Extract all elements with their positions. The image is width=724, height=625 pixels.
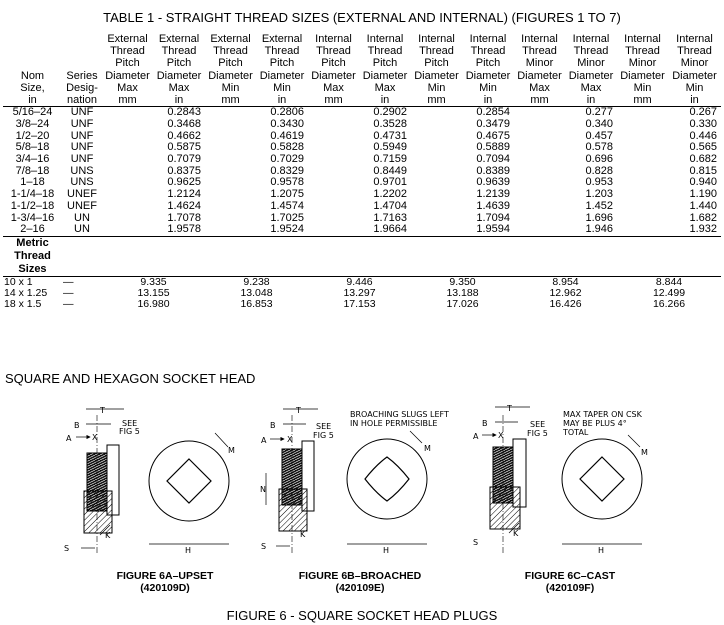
- empty-cell: [102, 119, 153, 131]
- figure-6c-side-view: [482, 407, 530, 555]
- figure-6a-label-k: K: [105, 531, 111, 540]
- value-cell: 0.7094: [476, 153, 510, 166]
- header-col-5: External Thread Pitch Diameter Min mm: [205, 33, 256, 107]
- figure-6b-label-k: K: [300, 530, 306, 539]
- figure-6a-label-fig: FIG 5: [119, 427, 140, 436]
- figure-6b-note-line-2: IN HOLE PERMISSIBLE: [350, 419, 438, 428]
- empty-cell: [617, 131, 668, 143]
- value-cell: 0.8329: [270, 164, 304, 177]
- empty-cell: [617, 189, 668, 201]
- metric-value-cell: 12.499: [652, 286, 686, 299]
- figure-6b-label-a: A: [261, 436, 267, 445]
- value-cell: 0.2806: [270, 106, 304, 119]
- value-cell: 0.2843: [167, 106, 201, 119]
- series-cell: UNS: [70, 176, 94, 189]
- series-cell: UNEF: [67, 188, 97, 201]
- value-cell: 0.7159: [373, 153, 407, 166]
- empty-cell: [617, 201, 668, 213]
- empty-cell: [411, 154, 462, 166]
- value-cell: 0.940: [689, 176, 717, 189]
- metric-value-cell: 13.155: [137, 286, 170, 299]
- value-cell: 0.7079: [167, 153, 201, 166]
- empty-cell: [617, 213, 668, 225]
- empty-cell: [205, 154, 256, 166]
- figure-6b-label-s: S: [261, 542, 267, 551]
- table-row: [3, 131, 721, 143]
- empty-cell: [205, 224, 256, 236]
- value-cell: 0.3430: [270, 117, 304, 130]
- empty-cell: [411, 131, 462, 143]
- metric-value-cell: 16.980: [137, 297, 170, 310]
- empty-cell: [411, 107, 462, 119]
- value-cell: 0.696: [585, 153, 613, 166]
- figure-caption: FIGURE 6 - SQUARE SOCKET HEAD PLUGS: [226, 608, 498, 623]
- empty-cell: [308, 154, 359, 166]
- table-title: TABLE 1 - STRAIGHT THREAD SIZES (EXTERNAL AND INTERNAL) (FIGURES 1 TO 7): [103, 10, 621, 25]
- figure-6b-label-m: M: [424, 444, 431, 453]
- figure-6c-drawing: [473, 404, 648, 555]
- nom-size-cell: 1-3/4–16: [10, 211, 55, 224]
- metric-size-cell: 18 x 1.5: [4, 297, 42, 310]
- empty-cell: [514, 166, 565, 178]
- header-col-11: Internal Thread Minor Diameter Max mm: [514, 33, 565, 107]
- figure-6a-side-view: [76, 409, 124, 555]
- empty-cell: [514, 201, 565, 213]
- value-cell: 0.3528: [373, 117, 407, 130]
- empty-cell: [205, 201, 256, 213]
- nom-size-cell: 5/8–18: [15, 141, 50, 154]
- table-row: [3, 213, 721, 225]
- table-row: [3, 154, 721, 166]
- empty-cell: [617, 177, 668, 189]
- empty-cell: [205, 213, 256, 225]
- empty-cell: [205, 166, 256, 178]
- empty-cell: [617, 107, 668, 119]
- empty-cell: [617, 142, 668, 154]
- figure-6b-label-h: H: [383, 546, 390, 555]
- series-cell: UNF: [70, 129, 94, 142]
- empty-cell: [308, 107, 359, 119]
- figure-6a-caption: [90, 570, 240, 594]
- empty-cell: [102, 142, 153, 154]
- value-cell: 1.682: [689, 211, 717, 224]
- value-cell: 0.3479: [476, 117, 510, 130]
- figure-6b-label-n: N: [260, 485, 266, 494]
- value-cell: 0.2902: [373, 106, 407, 119]
- figure-6c-label-k: K: [513, 529, 519, 538]
- figure-6b-label-fig: FIG 5: [313, 431, 334, 440]
- metric-value-cell: 16.853: [240, 297, 273, 310]
- value-cell: 1.4574: [270, 199, 304, 212]
- figure-6a-label-s: S: [64, 544, 70, 553]
- figure-6b-caption: [280, 570, 440, 594]
- empty-cell: [308, 201, 359, 213]
- metric-value-cell: 13.048: [240, 286, 273, 299]
- empty-cell: [205, 177, 256, 189]
- value-cell: 1.9594: [476, 223, 510, 236]
- header-col-2: Series Desig- nation: [62, 33, 102, 107]
- metric-table-row: [3, 299, 721, 310]
- figure-6c-note-line-2: MAY BE PLUS 4°: [563, 419, 627, 428]
- value-cell: 0.267: [689, 106, 717, 119]
- empty-cell: [308, 189, 359, 201]
- figure-6b-note-line-1: BROACHING SLUGS LEFT: [350, 410, 449, 419]
- value-cell: 1.9524: [270, 223, 304, 236]
- empty-cell: [102, 177, 153, 189]
- figure-6a-label-m: M: [228, 446, 235, 455]
- empty-cell: [102, 201, 153, 213]
- empty-cell: [411, 201, 462, 213]
- empty-cell: [514, 142, 565, 154]
- header-col-14: Internal Thread Minor Diameter Min in: [668, 33, 721, 107]
- nom-size-cell: 7/8–18: [15, 164, 50, 177]
- table-header-row: [3, 33, 721, 107]
- metric-value-cell: 13.297: [343, 286, 376, 299]
- value-cell: 1.4639: [476, 199, 510, 212]
- metric-value-cell: 17.153: [343, 297, 376, 310]
- figure-6b-label-b: B: [270, 421, 276, 430]
- empty-cell: [617, 119, 668, 131]
- value-cell: 1.190: [689, 188, 717, 201]
- empty-cell: [617, 224, 668, 236]
- empty-cell: [514, 177, 565, 189]
- value-cell: 0.3468: [167, 117, 201, 130]
- value-cell: 1.2139: [476, 188, 510, 201]
- value-cell: 0.5828: [270, 141, 304, 154]
- value-cell: 0.4731: [373, 129, 407, 142]
- empty-cell: [308, 224, 359, 236]
- empty-cell: [411, 224, 462, 236]
- series-cell: UNS: [70, 164, 94, 177]
- header-col-4: External Thread Pitch Diameter Max in: [153, 33, 205, 107]
- empty-cell: [514, 107, 565, 119]
- figure-6b-side-view: [266, 409, 318, 555]
- empty-cell: [205, 119, 256, 131]
- header-col-3: External Thread Pitch Diameter Max mm: [102, 33, 153, 107]
- figure-6a-label-a: A: [66, 434, 72, 443]
- value-cell: 1.7078: [167, 211, 201, 224]
- nom-size-cell: 1-1/4–18: [10, 188, 55, 201]
- value-cell: 0.2854: [476, 106, 510, 119]
- figure-6b-end-view: [347, 431, 427, 544]
- figure-6c-title: FIGURE 6C–CAST: [524, 570, 616, 582]
- value-cell: 1.2124: [167, 188, 201, 201]
- empty-cell: [205, 107, 256, 119]
- value-cell: 0.9625: [167, 176, 201, 189]
- figure-6c-note-line-3: TOTAL: [563, 428, 589, 437]
- empty-cell: [411, 119, 462, 131]
- value-cell: 0.340: [585, 117, 613, 130]
- figure-6a-label-t: T: [100, 406, 105, 415]
- figure-6b-drawing: [260, 406, 449, 555]
- empty-cell: [102, 166, 153, 178]
- metric-label-row: [3, 236, 721, 276]
- value-cell: 1.946: [585, 223, 613, 236]
- value-cell: 1.9664: [373, 223, 407, 236]
- table-row: [3, 177, 721, 189]
- value-cell: 0.8375: [167, 164, 201, 177]
- empty-cell: [205, 142, 256, 154]
- figure-6a-label-b: B: [74, 421, 80, 430]
- figure-6c-label-s: S: [473, 538, 479, 547]
- value-cell: 0.5875: [167, 141, 201, 154]
- value-cell: 0.565: [689, 141, 717, 154]
- section-heading: SQUARE AND HEXAGON SOCKET HEAD: [5, 371, 256, 386]
- value-cell: 1.4704: [373, 199, 407, 212]
- value-cell: 0.4619: [270, 129, 304, 142]
- value-cell: 0.9701: [373, 176, 407, 189]
- metric-value-cell: 8.844: [617, 276, 721, 288]
- value-cell: 0.7029: [270, 153, 304, 166]
- value-cell: 0.8389: [476, 164, 510, 177]
- series-cell: UN: [74, 211, 90, 224]
- header-col-9: Internal Thread Pitch Diameter Min mm: [411, 33, 462, 107]
- empty-cell: [102, 154, 153, 166]
- empty-cell: [102, 189, 153, 201]
- value-cell: 0.4675: [476, 129, 510, 142]
- empty-cell: [617, 154, 668, 166]
- empty-cell: [102, 224, 153, 236]
- empty-cell: [308, 119, 359, 131]
- figure-6a-title: FIGURE 6A–UPSET: [116, 570, 214, 582]
- metric-dash-cell: —: [62, 276, 102, 288]
- figure-6a-label-see: SEE: [122, 419, 138, 428]
- metric-label: Metric Thread Sizes: [3, 236, 62, 276]
- value-cell: 0.9639: [476, 176, 510, 189]
- figure-6c-label-fig: FIG 5: [527, 429, 548, 438]
- series-cell: UN: [74, 223, 90, 236]
- nom-size-cell: 3/8–24: [15, 117, 50, 130]
- value-cell: 1.9578: [167, 223, 201, 236]
- empty-cell: [102, 213, 153, 225]
- table-row: [3, 166, 721, 178]
- empty-cell: [102, 131, 153, 143]
- empty-cell: [308, 177, 359, 189]
- value-cell: 0.457: [585, 129, 613, 142]
- empty-cell: [514, 189, 565, 201]
- metric-value-cell: 9.335: [102, 276, 205, 288]
- figure-6c-note-line-1: MAX TAPER ON CSK: [563, 410, 642, 419]
- inch-rows: [3, 107, 721, 237]
- empty-cell: [514, 224, 565, 236]
- metric-dash-cell: —: [63, 297, 74, 310]
- figure-6c-caption: [495, 570, 645, 594]
- value-cell: 0.5949: [373, 141, 407, 154]
- figure-6b-label-x: X: [287, 435, 293, 444]
- metric-value-cell: 12.962: [549, 286, 582, 299]
- value-cell: 1.440: [689, 199, 717, 212]
- metric-size-cell: 14 x 1.25: [4, 286, 48, 299]
- empty-cell: [514, 154, 565, 166]
- nom-size-cell: 1–18: [20, 176, 45, 189]
- figure-6c-label-x: X: [498, 431, 504, 440]
- table-row: [3, 224, 721, 236]
- series-cell: UNF: [70, 153, 94, 166]
- value-cell: 0.828: [585, 164, 613, 177]
- figure-6b-label-see: SEE: [316, 422, 332, 431]
- series-cell: UNF: [70, 106, 94, 119]
- empty-cell: [308, 131, 359, 143]
- value-cell: 0.578: [585, 141, 613, 154]
- header-col-6: External Thread Pitch Diameter Min in: [256, 33, 308, 107]
- figure-6b-code: (420109E): [335, 582, 385, 594]
- figure-6a-end-view: [149, 433, 229, 544]
- figure-6a-label-x: X: [92, 433, 98, 442]
- figure-6a-code: (420109D): [140, 582, 190, 594]
- nom-size-cell: 1-1/2–18: [10, 199, 55, 212]
- empty-cell: [514, 131, 565, 143]
- table-row: [3, 201, 721, 213]
- empty-cell: [205, 131, 256, 143]
- nom-size-cell: 1/2–20: [15, 129, 50, 142]
- metric-value-cell: 9.350: [411, 276, 514, 288]
- table-row: [3, 119, 721, 131]
- header-col-12: Internal Thread Minor Diameter Max in: [565, 33, 617, 107]
- metric-value-cell: 17.026: [446, 297, 479, 310]
- figure-6c-label-h: H: [598, 546, 605, 555]
- empty-cell: [102, 107, 153, 119]
- figure-6c-code: (420109F): [545, 582, 595, 594]
- figure-6b-label-t: T: [296, 406, 301, 415]
- value-cell: 0.682: [689, 153, 717, 166]
- value-cell: 1.7094: [476, 211, 510, 224]
- empty-cell: [411, 166, 462, 178]
- header-col-1: Nom Size, in: [3, 33, 62, 107]
- value-cell: 1.203: [585, 188, 613, 201]
- empty-cell: [411, 213, 462, 225]
- empty-cell: [411, 142, 462, 154]
- metric-value-cell: 9.238: [205, 276, 308, 288]
- metric-label-section: [3, 236, 721, 276]
- value-cell: 1.932: [689, 223, 717, 236]
- thread-size-table: [3, 33, 721, 310]
- figure-6c-label-b: B: [482, 419, 488, 428]
- figure-6a-drawing: [64, 406, 235, 555]
- figure-6c-label-a: A: [473, 432, 479, 441]
- value-cell: 0.277: [585, 106, 613, 119]
- empty-cell: [205, 189, 256, 201]
- empty-cell: [514, 213, 565, 225]
- header-col-8: Internal Thread Pitch Diameter Max in: [359, 33, 411, 107]
- figure-6c-label-m: M: [641, 448, 648, 457]
- value-cell: 0.5889: [476, 141, 510, 154]
- empty-cell: [308, 166, 359, 178]
- nom-size-cell: 5/16–24: [12, 106, 53, 119]
- empty-cell: [617, 166, 668, 178]
- empty-cell: [411, 177, 462, 189]
- series-cell: UNF: [70, 117, 94, 130]
- series-cell: UNF: [70, 141, 94, 154]
- metric-dash-cell: —: [63, 286, 74, 299]
- value-cell: 1.7025: [270, 211, 304, 224]
- value-cell: 1.452: [585, 199, 613, 212]
- empty-cell: [308, 142, 359, 154]
- value-cell: 1.2202: [373, 188, 407, 201]
- metric-rows: [3, 276, 721, 310]
- figure-6c-label-see: SEE: [530, 420, 546, 429]
- value-cell: 1.7163: [373, 211, 407, 224]
- header-col-7: Internal Thread Pitch Diameter Max mm: [308, 33, 359, 107]
- header-col-10: Internal Thread Pitch Diameter Min in: [462, 33, 514, 107]
- value-cell: 0.9578: [270, 176, 304, 189]
- value-cell: 1.2075: [270, 188, 304, 201]
- empty-cell: [514, 119, 565, 131]
- table-row: [3, 107, 721, 119]
- header-col-13: Internal Thread Minor Diameter Min mm: [617, 33, 668, 107]
- nom-size-cell: 2–16: [20, 223, 45, 236]
- metric-value-cell: 13.188: [446, 286, 479, 299]
- metric-value-cell: 9.446: [308, 276, 411, 288]
- figure-6c-end-view: [562, 435, 642, 544]
- table-row: [3, 142, 721, 154]
- table-row: [3, 189, 721, 201]
- value-cell: 1.696: [585, 211, 613, 224]
- series-cell: UNEF: [67, 199, 97, 212]
- value-cell: 0.330: [689, 117, 717, 130]
- metric-value-cell: 16.426: [549, 297, 582, 310]
- metric-size-cell: 10 x 1: [3, 276, 62, 288]
- nom-size-cell: 3/4–16: [15, 153, 50, 166]
- value-cell: 0.4662: [167, 129, 201, 142]
- empty-cell: [411, 189, 462, 201]
- figure-6c-label-t: T: [507, 404, 512, 413]
- empty-cell: [308, 213, 359, 225]
- value-cell: 0.953: [585, 176, 613, 189]
- metric-value-cell: 8.954: [514, 276, 617, 288]
- value-cell: 0.446: [689, 129, 717, 142]
- figure-drawings: [0, 395, 724, 565]
- figure-6b-title: FIGURE 6B–BROACHED: [298, 570, 422, 582]
- figure-6a-label-h: H: [185, 546, 192, 555]
- value-cell: 0.8449: [373, 164, 407, 177]
- value-cell: 1.4624: [167, 199, 201, 212]
- metric-value-cell: 16.266: [652, 297, 686, 310]
- value-cell: 0.815: [689, 164, 717, 177]
